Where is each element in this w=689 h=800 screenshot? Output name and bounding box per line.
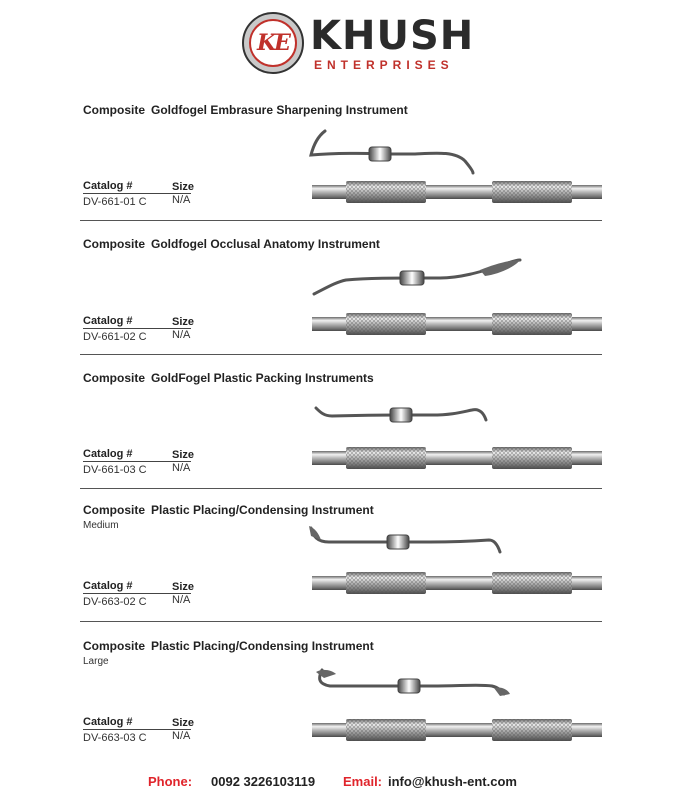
instrument-tip-image <box>310 254 525 300</box>
catalog-number: DV-663-03 C <box>83 732 147 744</box>
size-label: Size <box>172 717 195 729</box>
instrument-handle-image <box>312 717 602 743</box>
instrument-tip-image <box>310 664 515 700</box>
catalog-number: DV-661-01 C <box>83 196 147 208</box>
catalog-label: Catalog # <box>83 580 133 592</box>
catalog-label: Catalog # <box>83 180 133 192</box>
email-address: info@khush-ent.com <box>388 774 517 789</box>
product-category: Composite <box>83 503 146 517</box>
section-divider <box>80 354 602 355</box>
instrument-handle-image <box>312 311 602 337</box>
logo-emblem <box>242 12 304 74</box>
catalog-label: Catalog # <box>83 315 133 327</box>
product-name: GoldFogel Plastic Packing Instruments <box>151 371 374 385</box>
size-label: Size <box>172 581 195 593</box>
product-variant: Medium <box>83 520 119 531</box>
size-label: Size <box>172 449 195 461</box>
catalog-label: Catalog # <box>83 448 133 460</box>
catalog-number: DV-661-03 C <box>83 464 147 476</box>
product-title <box>83 639 374 653</box>
instrument-handle-image <box>312 445 602 471</box>
product-category: Composite <box>83 639 146 653</box>
section-divider <box>80 488 602 489</box>
instrument-handle-image <box>312 570 602 596</box>
brand-tagline: ENTERPRISES <box>314 58 454 72</box>
size-label: Size <box>172 181 195 193</box>
logo-monogram: KE <box>249 19 297 67</box>
product-name: Goldfogel Embrasure Sharpening Instrument <box>151 103 408 117</box>
product-category: Composite <box>83 237 146 251</box>
size-value: N/A <box>172 194 191 206</box>
product-category: Composite <box>83 371 146 385</box>
size-value: N/A <box>172 462 191 474</box>
instrument-tip-image <box>305 125 480 175</box>
instrument-tip-image <box>312 400 492 430</box>
product-name: Plastic Placing/Condensing Instrument <box>151 503 374 517</box>
size-value: N/A <box>172 329 191 341</box>
product-category: Composite <box>83 103 146 117</box>
size-value: N/A <box>172 594 191 606</box>
size-label: Size <box>172 316 195 328</box>
product-title <box>83 103 408 117</box>
email-label: Email: <box>343 774 383 789</box>
product-name: Plastic Placing/Condensing Instrument <box>151 639 374 653</box>
product-variant: Large <box>83 656 109 667</box>
size-value: N/A <box>172 730 191 742</box>
product-name: Goldfogel Occlusal Anatomy Instrument <box>151 237 380 251</box>
instrument-handle-image <box>312 179 602 205</box>
product-title <box>83 371 374 385</box>
brand-logo <box>242 12 475 76</box>
brand-name: KHUSH <box>310 13 475 59</box>
section-divider <box>80 220 602 221</box>
catalog-number: DV-663-02 C <box>83 596 147 608</box>
product-title <box>83 237 380 251</box>
instrument-tip-image <box>305 522 505 556</box>
phone-label: Phone: <box>148 774 193 789</box>
product-title <box>83 503 374 517</box>
section-divider <box>80 621 602 622</box>
catalog-label: Catalog # <box>83 716 133 728</box>
catalog-number: DV-661-02 C <box>83 331 147 343</box>
phone-number: 0092 3226103119 <box>211 774 316 789</box>
